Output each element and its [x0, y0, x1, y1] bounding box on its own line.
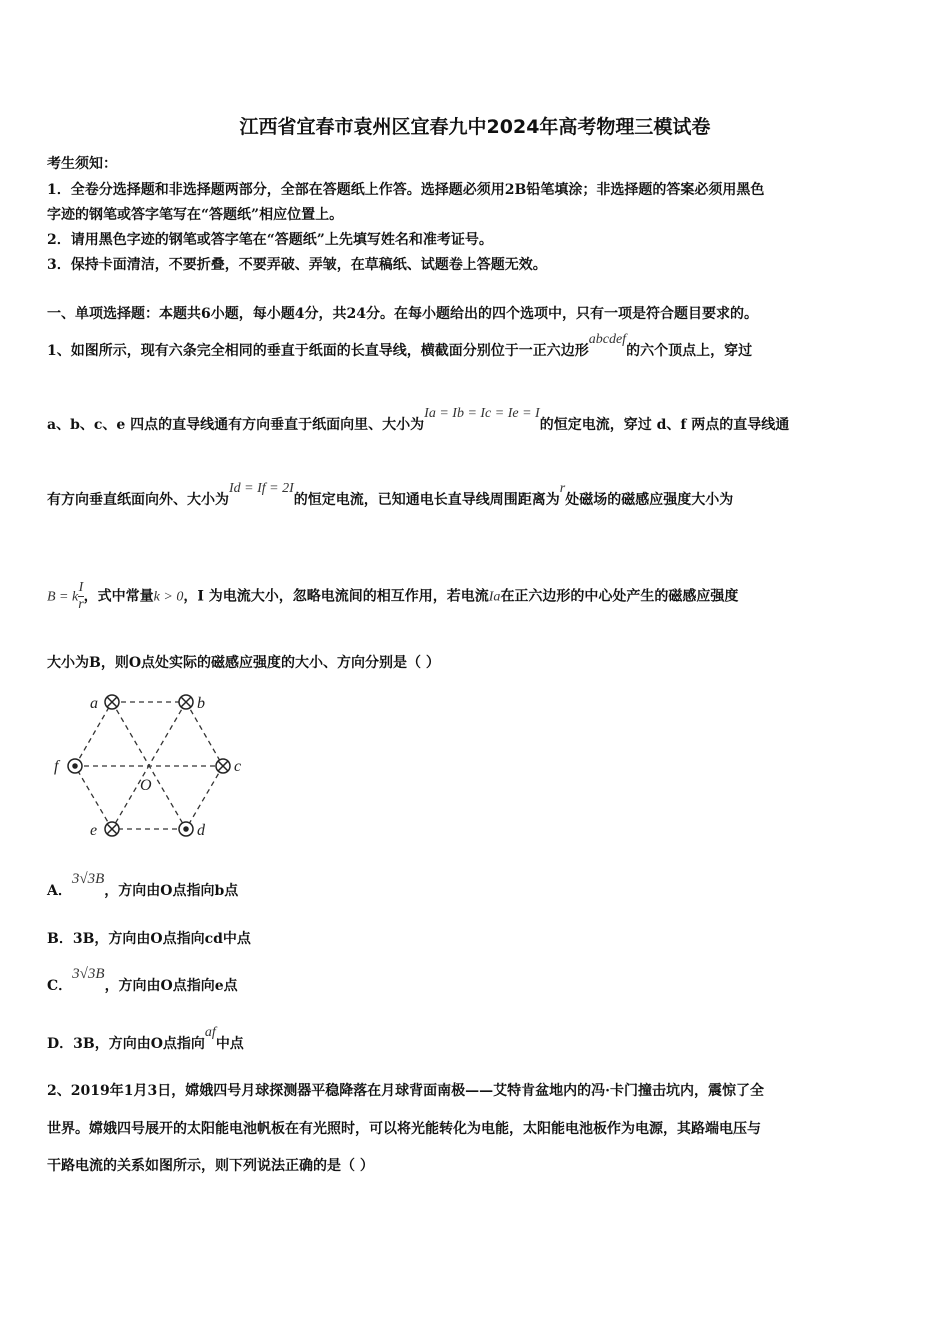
- option-text: 3B，方向由O点指向: [73, 1036, 205, 1052]
- notice-heading: 考生须知：: [47, 156, 117, 172]
- notice-item: 2．请用黑色字迹的钢笔或答字笔在“答题纸”上先填写姓名和准考证号。: [47, 232, 493, 248]
- option-key: B．: [47, 931, 73, 947]
- vertex-label-f: f: [54, 758, 59, 775]
- q1-text: 的恒定电流，已知通电长直导线周围距离为: [293, 492, 560, 508]
- q1-text: ，I 为电流大小，忽略电流间的相互作用，若电流: [183, 588, 489, 605]
- q2-line: 世界。嫦娥四号展开的太阳能电池帆板在有光照时，可以将光能转化为电能，太阳能电池板作为电源，其路端电压与: [47, 1121, 761, 1137]
- vertex-label-e: e: [90, 822, 98, 839]
- q1-line-2: [47, 406, 790, 434]
- hexagon-figure: [47, 686, 257, 846]
- hexagon-edges: [75, 702, 223, 829]
- notice-item: 字迹的钢笔或答字笔写在“答题纸”相应位置上。: [47, 207, 344, 223]
- vertex-label-c: c: [234, 758, 242, 775]
- section-heading: 一、单项选择题：本题共6小题，每小题4分，共24分。在每小题给出的四个选项中，只有一项是符合题目要求的。: [47, 306, 758, 322]
- notice-item: 3．保持卡面清洁，不要折叠，不要弄破、弄皱，在草稿纸、试题卷上答题无效。: [47, 257, 547, 273]
- fraction-numerator: I: [78, 580, 84, 595]
- distance-symbol: r: [559, 481, 566, 496]
- option-key: C．: [47, 978, 73, 994]
- option-key: A．: [47, 883, 72, 899]
- q1-line-5: 大小为B，则O点处实际的磁感应强度的大小、方向分别是（ ）: [47, 655, 440, 671]
- wire-c-into-page-icon: [216, 759, 230, 773]
- q1-text: 1、如图所示，现有六条完全相同的垂直于纸面的长直导线，横截面分别位于一正六边形: [47, 343, 589, 359]
- q1-text: 处磁场的磁感应强度大小为: [565, 492, 734, 508]
- field-formula: B = k: [47, 589, 79, 605]
- q1-text: 的六个顶点上，穿过: [626, 343, 753, 359]
- option-math-af: af: [204, 1025, 216, 1040]
- q2-line: 2、2019年1月3日，嫦娥四号月球探测器平稳降落在月球背面南极——艾特肯盆地内的冯·卡门撞击坑内，震惊了全: [47, 1083, 765, 1099]
- fraction-denominator: r: [78, 597, 84, 612]
- wire-f-out-of-page-icon: [68, 759, 82, 773]
- center-label-o: O: [140, 777, 152, 794]
- option-c[interactable]: [47, 966, 238, 995]
- option-text: ，方向由O点指向b点: [104, 883, 239, 899]
- constant-condition: k > 0: [153, 589, 184, 605]
- option-text: ，方向由O点指向e点: [104, 978, 238, 994]
- vertex-label-d: d: [197, 822, 205, 839]
- option-value: 3√3B: [71, 871, 105, 887]
- q1-text: 在正六边形的中心处产生的磁感应强度: [500, 588, 739, 605]
- wire-d-out-of-page-icon: [179, 822, 193, 836]
- exam-title: 江西省宜春市袁州区宜春九中2024年高考物理三模试卷: [239, 116, 711, 138]
- current-formula: Ia = Ib = Ic = Ie = I: [424, 406, 540, 421]
- option-text: 3B，方向由O点指向cd中点: [72, 931, 251, 947]
- wire-a-into-page-icon: [105, 695, 119, 709]
- q1-text: a、b、c、e 四点的直导线通有方向垂直于纸面向里、大小为: [47, 417, 425, 433]
- option-value: 3√3B: [72, 966, 105, 982]
- option-d[interactable]: [47, 1025, 244, 1053]
- q1-text: 的恒定电流，穿过 d、f 两点的直导线通: [539, 417, 790, 433]
- q2-line: 干路电流的关系如图所示，则下列说法正确的是（ ）: [47, 1158, 374, 1174]
- q1-line-3: [47, 481, 734, 509]
- notice-item: 1．全卷分选择题和非选择题两部分，全部在答题纸上作答。选择题必须用2B铅笔填涂；非选择题的答案必须用黑色: [47, 182, 765, 198]
- q1-line-4: [47, 580, 738, 613]
- option-tail: 中点: [215, 1036, 244, 1052]
- hexagon-label: abcdef: [588, 332, 627, 347]
- vertex-label-a: a: [90, 695, 98, 712]
- q1-line-1: [47, 332, 753, 360]
- wire-b-into-page-icon: [179, 695, 193, 709]
- option-key: D．: [47, 1036, 74, 1052]
- option-a[interactable]: [47, 871, 239, 900]
- q1-text: ，式中常量: [83, 588, 154, 605]
- wire-e-into-page-icon: [105, 822, 119, 836]
- vertex-label-b: b: [197, 695, 205, 712]
- option-b[interactable]: [47, 928, 251, 948]
- q1-text: 有方向垂直纸面向外、大小为: [47, 492, 229, 508]
- current-formula-2: Id = If = 2I: [229, 481, 294, 496]
- current-symbol: Ia: [488, 589, 501, 605]
